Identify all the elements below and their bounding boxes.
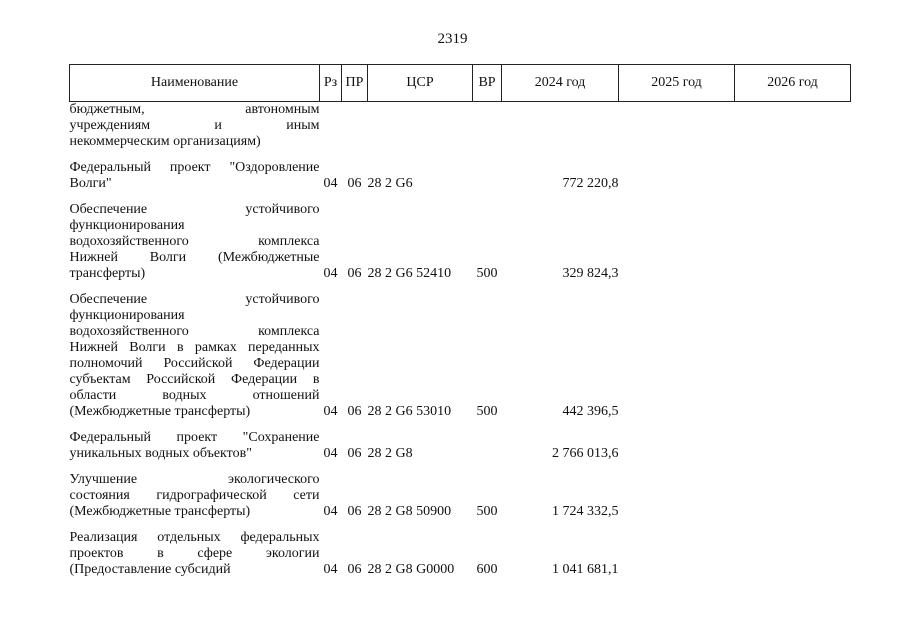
row-2026 <box>735 524 851 582</box>
row-name-line: Обеспечение устойчивого <box>69 202 320 217</box>
row-pr: 06 <box>347 562 362 577</box>
header-csr: ЦСР <box>368 65 473 102</box>
row-2026 <box>735 102 851 155</box>
row-2026 <box>735 154 851 196</box>
row-name-line: (Межбюджетные трансферты) <box>69 504 251 519</box>
row-name-line: субъектам Российской Федерации в <box>69 372 320 387</box>
row-2026 <box>735 196 851 286</box>
row-name-line: учреждениям и иным <box>69 118 320 133</box>
row-name-line: состояния гидрографической сети <box>69 488 320 503</box>
row-name <box>70 286 320 424</box>
row-name-line: Нижней Волги в рамках переданных <box>69 340 320 355</box>
table-header-row <box>70 65 851 102</box>
row-csr: 28 2 G8 50900 <box>367 504 452 519</box>
row-name-line: водохозяйственного комплекса <box>69 234 320 249</box>
row-name-line: Обеспечение устойчивого <box>69 292 320 307</box>
row-rz: 04 <box>323 446 338 461</box>
row-2025 <box>619 466 735 524</box>
row-pr: 06 <box>347 176 362 191</box>
row-csr: 28 2 G6 52410 <box>367 266 452 281</box>
row-2024: 1 041 681,1 <box>552 562 619 577</box>
row-name-line: области водных отношений <box>69 388 320 403</box>
row-vr: 600 <box>476 562 498 577</box>
row-2025 <box>619 154 735 196</box>
table-row <box>70 196 851 286</box>
row-2024: 329 824,3 <box>562 266 619 281</box>
row-name <box>70 424 320 466</box>
row-name-line: бюджетным, автономным <box>69 102 320 117</box>
row-2026 <box>735 424 851 466</box>
row-name-line: (Межбюджетные трансферты) <box>69 404 251 419</box>
row-2026 <box>735 286 851 424</box>
row-name <box>70 154 320 196</box>
table-row <box>70 466 851 524</box>
row-name-line: Федеральный проект "Оздоровление <box>69 160 320 175</box>
row-pr: 06 <box>347 446 362 461</box>
row-name-line: (Предоставление субсидий <box>69 562 231 577</box>
row-rz: 04 <box>323 176 338 191</box>
table-row <box>70 286 851 424</box>
row-name-line: уникальных водных объектов" <box>69 446 252 461</box>
row-pr: 06 <box>347 504 362 519</box>
row-rz: 04 <box>323 562 338 577</box>
row-name-line: Нижней Волги (Межбюджетные <box>69 250 320 265</box>
row-vr: 500 <box>476 504 498 519</box>
row-name-line: водохозяйственного комплекса <box>69 324 320 339</box>
header-pr: ПР <box>342 65 368 102</box>
header-name: Наименование <box>70 65 320 102</box>
row-vr: 500 <box>476 404 498 419</box>
row-pr: 06 <box>347 266 362 281</box>
row-pr <box>342 102 368 155</box>
row-csr <box>368 102 473 155</box>
page-number: 2319 <box>437 31 468 47</box>
row-2025 <box>619 286 735 424</box>
row-vr <box>473 102 502 155</box>
row-rz <box>320 102 342 155</box>
row-2026 <box>735 466 851 524</box>
row-name-line: Реализация отдельных федеральных <box>69 530 320 545</box>
row-2024: 2 766 013,6 <box>552 446 619 461</box>
row-name <box>70 196 320 286</box>
row-name-line: проектов в сфере экологии <box>69 546 320 561</box>
row-name-line: функционирования <box>69 218 185 233</box>
row-name-line: функционирования <box>69 308 185 323</box>
row-2024: 772 220,8 <box>562 176 619 191</box>
table-body <box>70 102 851 583</box>
row-name-line: трансферты) <box>69 266 146 281</box>
row-rz: 04 <box>323 404 338 419</box>
row-name-line: Волги" <box>69 176 112 191</box>
row-vr <box>473 154 502 196</box>
row-name <box>70 524 320 582</box>
header-2025: 2025 год <box>619 65 735 102</box>
table-row <box>70 524 851 582</box>
row-2025 <box>619 102 735 155</box>
row-2024: 442 396,5 <box>562 404 619 419</box>
row-csr: 28 2 G6 <box>367 176 413 191</box>
row-2024 <box>502 102 619 155</box>
row-name <box>70 102 320 155</box>
table-row <box>70 154 851 196</box>
row-rz: 04 <box>323 504 338 519</box>
row-name <box>70 466 320 524</box>
row-rz: 04 <box>323 266 338 281</box>
header-rz: Рз <box>320 65 342 102</box>
header-2024: 2024 год <box>502 65 619 102</box>
row-name-line: Улучшение экологического <box>69 472 320 487</box>
budget-table <box>69 64 851 582</box>
row-2025 <box>619 424 735 466</box>
row-csr: 28 2 G6 53010 <box>367 404 452 419</box>
header-2026: 2026 год <box>735 65 851 102</box>
row-2024: 1 724 332,5 <box>552 504 619 519</box>
row-name-line: некоммерческим организациям) <box>69 134 261 149</box>
table-row <box>70 102 851 155</box>
row-2025 <box>619 524 735 582</box>
row-name-line: Федеральный проект "Сохранение <box>69 430 320 445</box>
row-pr: 06 <box>347 404 362 419</box>
table-row <box>70 424 851 466</box>
header-vr: ВР <box>473 65 502 102</box>
row-csr: 28 2 G8 G0000 <box>367 562 455 577</box>
row-vr: 500 <box>476 266 498 281</box>
row-vr <box>473 424 502 466</box>
row-name-line: полномочий Российской Федерации <box>69 356 320 371</box>
row-csr: 28 2 G8 <box>367 446 413 461</box>
row-2025 <box>619 196 735 286</box>
